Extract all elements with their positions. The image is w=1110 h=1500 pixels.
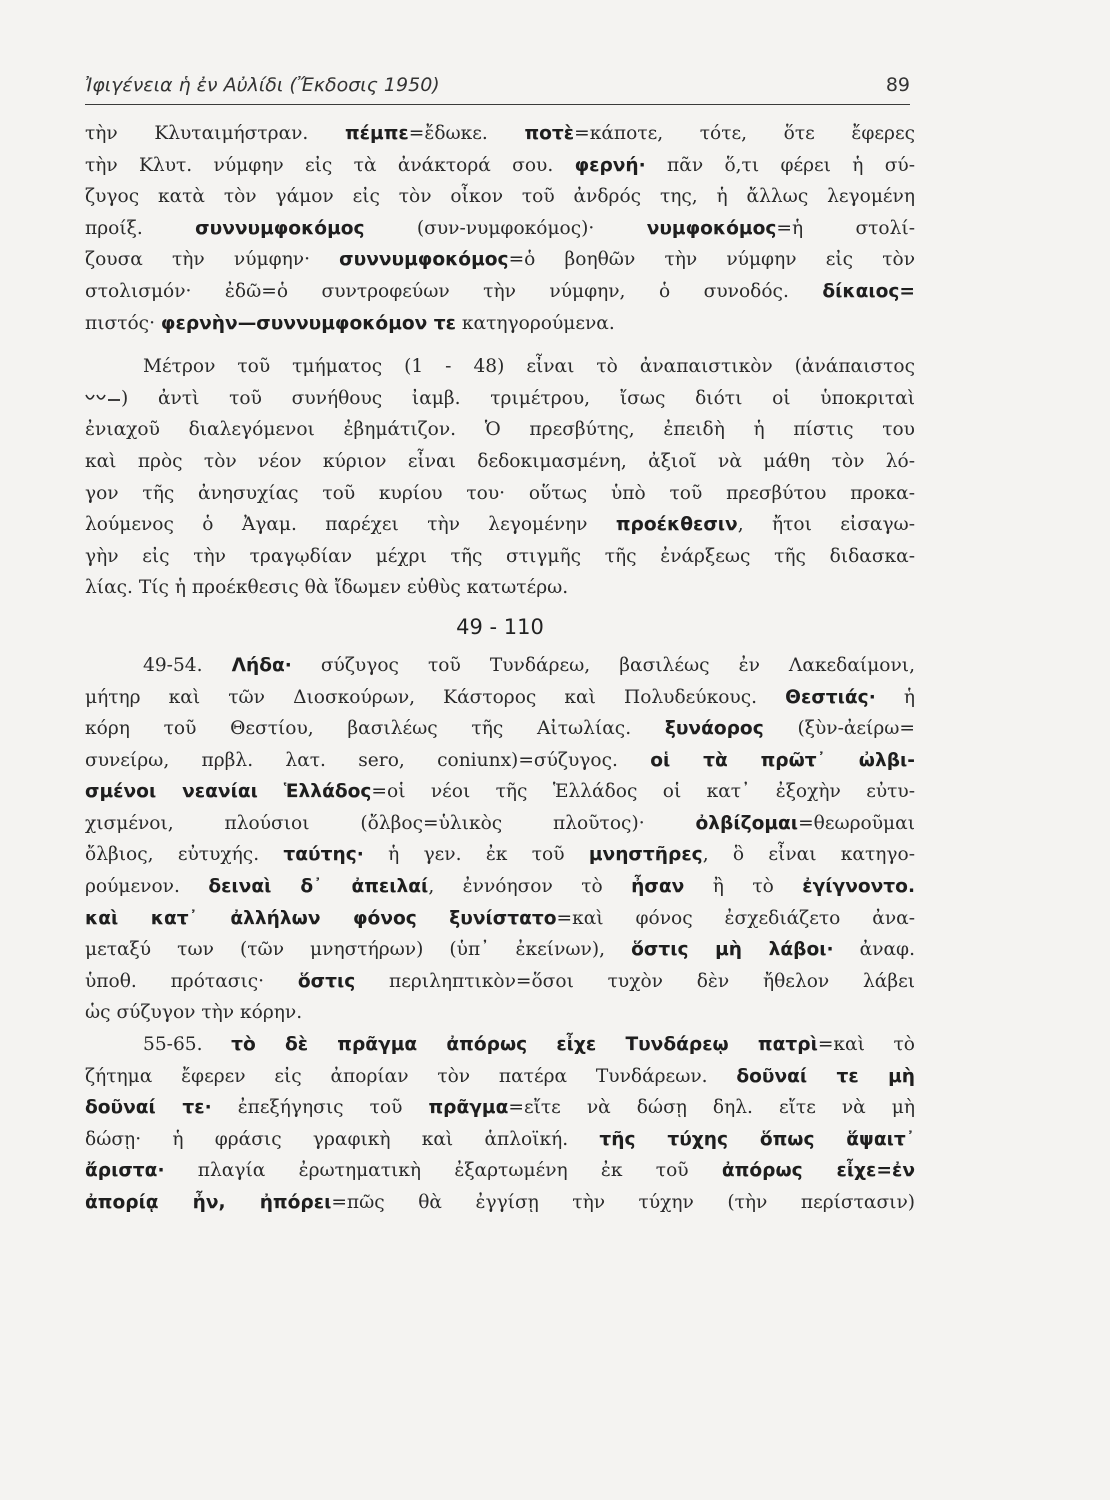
page-number: 89 (885, 74, 910, 96)
text-line: ἄριστα· πλαγία ἐρωτηματικὴ ἐξαρτωμένη ἐκ τοῦ ἀπόρως εἶχε=ἐν (85, 1160, 915, 1182)
text-line: 49-54. Λήδα· σύζυγος τοῦ Τυνδάρεω, βασιλέως ἐν Λακεδαίμονι, (143, 654, 915, 676)
section-heading: 49 - 110 (456, 614, 544, 639)
text-line: ) ἀντὶ τοῦ συνήθους ἰαμβ. τριμέτρου, ἴσως διότι οἱ ὑποκριταὶ (85, 383, 915, 415)
text-line: συνείρω, πρβλ. λατ. sero, coniunx)=σύζυγος. οἱ τὰ πρῶτ᾽ ὠλβι- (85, 749, 915, 771)
text-line: λίας. Τίς ἡ προέκθεσις θὰ ἴδωμεν εὐθὺς κατωτέρω. (85, 577, 569, 599)
text-line: δώσῃ· ἡ φράσις γραφικὴ καὶ ἁπλοϊκή. τῆς τύχης ὅπως ἅψαιτ᾽ (85, 1128, 915, 1150)
paragraph-glossary (85, 118, 915, 339)
text-line: ἐνιαχοῦ διαλεγόμενοι ἐβημάτιζον. Ὁ πρεσβύτης, ἐπειδὴ ἡ πίστις του (85, 419, 915, 441)
text-line: δοῦναί τε· ἐπεξήγησις τοῦ πρᾶγμα=εἴτε νὰ δώσῃ δηλ. εἴτε νὰ μὴ (85, 1097, 915, 1119)
paragraph-49-54 (85, 650, 915, 1029)
text-line: καὶ κατ᾽ ἀλλήλων φόνος ξυνίστατο=καὶ φόνος ἐσχεδιάζετο ἀνα- (85, 907, 916, 929)
text-line: μήτηρ καὶ τῶν Διοσκούρων, Κάστορος καὶ Πολυδεύκους. Θεστιάς· ἡ (85, 686, 915, 708)
metrical-symbol-icon (85, 392, 121, 406)
text-line: ζήτημα ἔφερεν εἰς ἀπορίαν τὸν πατέρα Τυνδάρεων. δοῦναί τε μὴ (85, 1065, 915, 1087)
text-line: ὄλβιος, εὐτυχής. ταύτης· ἡ γεν. ἐκ τοῦ μνηστῆρες, ὃ εἶναι κατηγο- (85, 844, 915, 866)
text-line: Μέτρον τοῦ τμήματος (1 - 48) εἶναι τὸ ἀναπαιστικὸν (ἀνάπαιστος (143, 356, 915, 378)
paragraph-metre (85, 351, 915, 604)
text-line: ζουσα τὴν νύμφην· συννυμφοκόμος=ὁ βοηθῶν τὴν νύμφην εἰς τὸν (85, 249, 915, 271)
running-title: Ἰφιγένεια ἡ ἐν Αὐλίδι (Ἔκδοσις 1950) (85, 74, 440, 96)
text-line: ζυγος κατὰ τὸν γάμον εἰς τὸν οἶκον τοῦ ἀνδρός της, ἡ ἄλλως λεγομένη (85, 186, 915, 208)
text-line: ρούμενον. δειναὶ δ᾽ ἀπειλαί, ἐννόησον τὸ ἦσαν ἢ τὸ ἐγίγνοντο. (85, 876, 916, 898)
text-line: γον τῆς ἀνησυχίας τοῦ κυρίου του· οὕτως ὑπὸ τοῦ πρεσβύτου προκα- (85, 482, 915, 504)
text-line: τὴν Κλυτ. νύμφην εἰς τὰ ἀνάκτορά σου. φερνή· πᾶν ὅ,τι φέρει ἡ σύ- (85, 154, 915, 176)
text-line: λούμενος ὁ Ἀγαμ. παρέχει τὴν λεγομένην προέκθεσιν, ἤτοι εἰσαγω- (85, 514, 916, 536)
text-line: καὶ πρὸς τὸν νέον κύριον εἶναι δεδοκιμασμένη, ἀξιοῖ νὰ μάθη τὸν λό- (85, 450, 915, 472)
paragraph-55-65 (85, 1029, 915, 1219)
text-line: προίξ. συννυμφοκόμος (συν-νυμφοκόμος)· νυμφοκόμος=ἡ στολί- (85, 217, 915, 239)
text-line: ὡς σύζυγον τὴν κόρην. (85, 1002, 303, 1024)
running-header (85, 70, 910, 105)
text-line: γὴν εἰς τὴν τραγῳδίαν μέχρι τῆς στιγμῆς τῆς ἐνάρξεως τῆς διδασκα- (85, 545, 915, 567)
text-line: 55-65. τὸ δὲ πρᾶγμα ἀπόρως εἶχε Τυνδάρεῳ πατρὶ=καὶ τὸ (143, 1034, 915, 1056)
text-line: κόρη τοῦ Θεστίου, βασιλέως τῆς Αἰτωλίας. ξυνάορος (ξὺν-ἀείρω= (85, 718, 916, 740)
text-line: χισμένοι, πλούσιοι (ὄλβος=ὑλικὸς πλοῦτος)· ὀλβίζομαι=θεωροῦμαι (85, 812, 915, 834)
text-line: πιστός· φερνὴν—συννυμφοκόμον τε κατηγορούμενα. (85, 312, 615, 334)
text-line: σμένοι νεανίαι Ἑλλάδος=οἱ νέοι τῆς Ἑλλάδος οἱ κατ᾽ ἐξοχὴν εὐτυ- (85, 781, 916, 803)
text-line: μεταξύ των (τῶν μνηστήρων) (ὑπ᾽ ἐκείνων), ὅστις μὴ λάβοι· ἀναφ. (85, 939, 915, 961)
text-line: ὑποθ. πρότασις· ὅστις περιληπτικὸν=ὅσοι τυχὸν δὲν ἤθελον λάβει (85, 970, 915, 992)
text-line: ἀπορίᾳ ἦν, ἠπόρει=πῶς θὰ ἐγγίσῃ τὴν τύχην (τὴν περίστασιν) (85, 1192, 916, 1213)
text-line: τὴν Κλυταιμήστραν. πέμπε=ἔδωκε. ποτὲ=κάποτε, τότε, ὅτε ἔφερες (85, 123, 915, 144)
text-line: στολισμόν· ἐδῶ=ὁ συντροφεύων τὴν νύμφην, ὁ συνοδός. δίκαιος= (85, 280, 915, 302)
commentary-text (85, 118, 915, 1219)
